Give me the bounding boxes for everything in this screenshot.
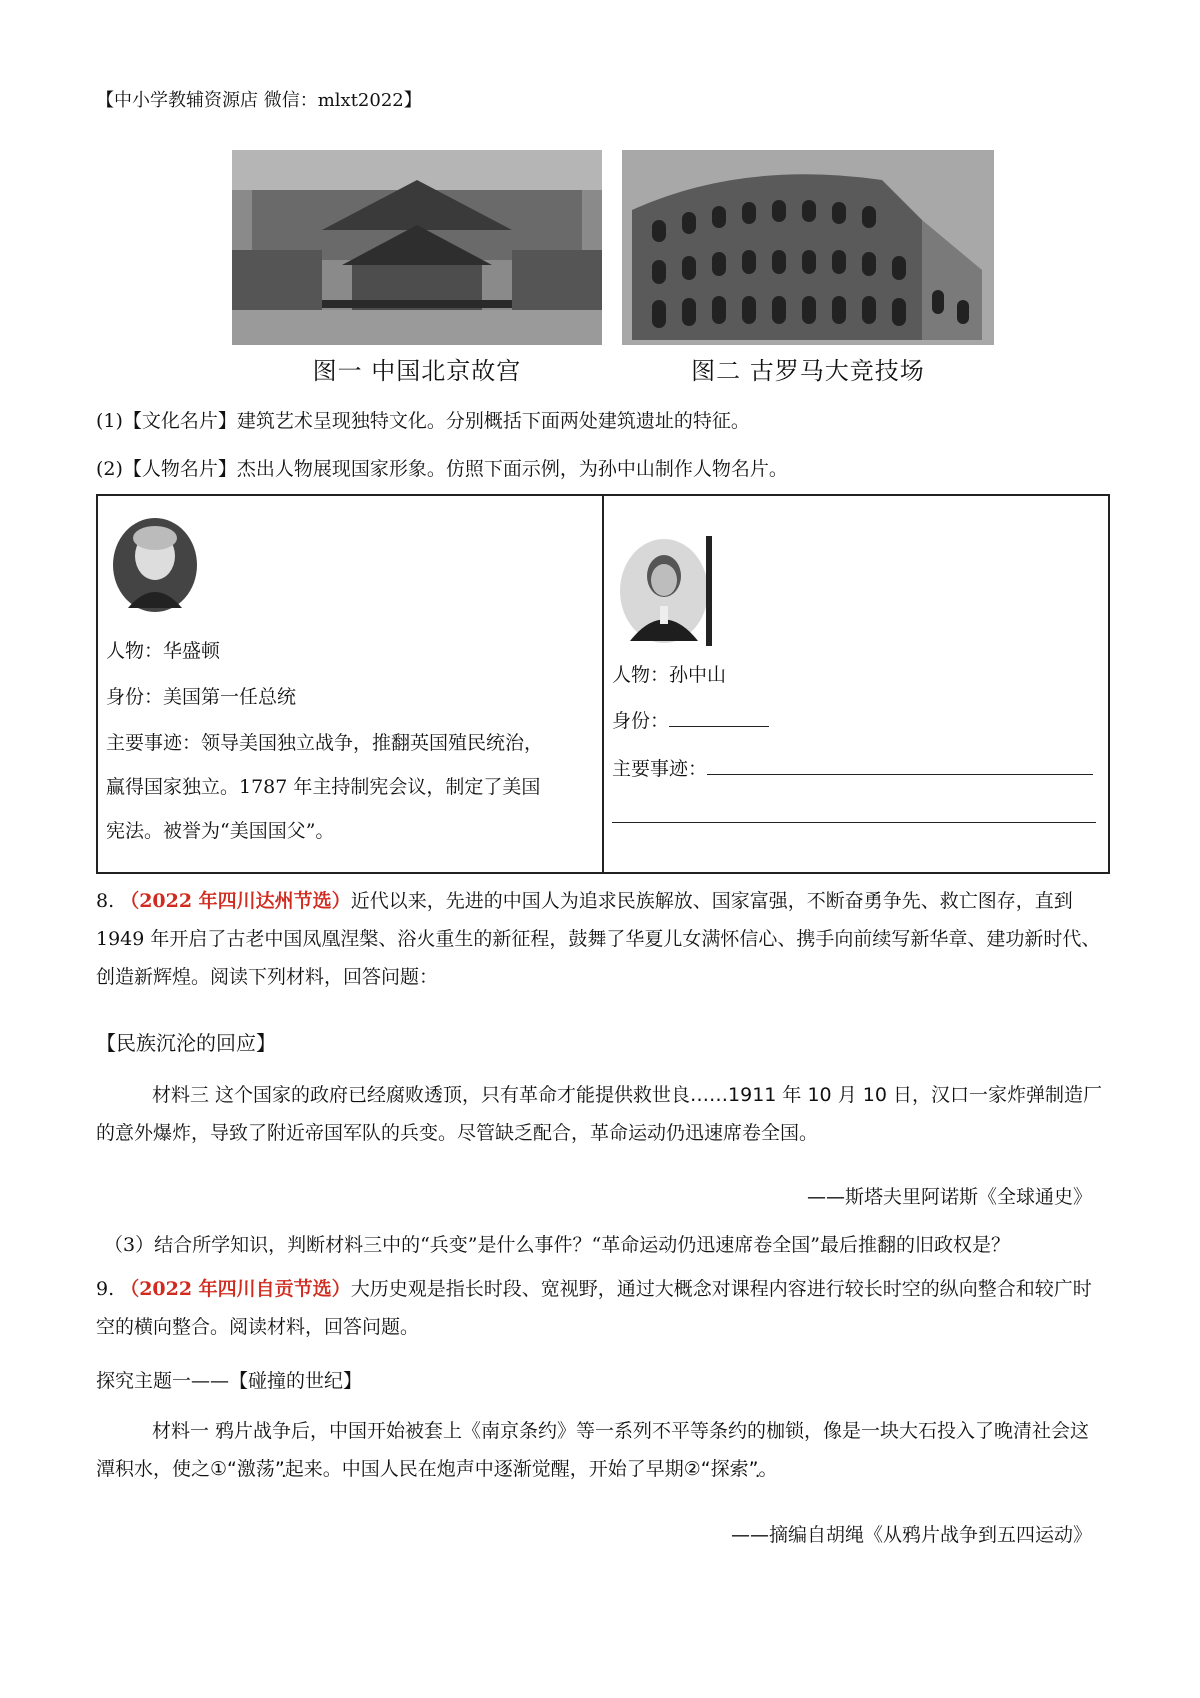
- q8-question-3: （3）结合所学知识，判断材料三中的“兵变”是什么事件？“革命运动仍迅速席卷全国”最后推翻的旧政权是？: [104, 1234, 1010, 1256]
- question-2: (2)【人物名片】杰出人物展现国家形象。仿照下面示例，为孙中山制作人物名片。: [96, 458, 788, 480]
- q8-section: 【民族沉沦的回应】: [96, 1031, 276, 1055]
- sun-yat-sen-portrait: [616, 536, 712, 646]
- q8-number: 8.: [96, 890, 115, 912]
- colosseum-photo: [622, 150, 994, 345]
- q9-material-source: ——摘编自胡绳《从鸦片战争到五四运动》: [730, 1524, 1092, 1546]
- figure-colosseum: [622, 150, 994, 386]
- question-1: (1)【文化名片】建筑艺术呈现独特文化。分别概括下面两处建筑遗址的特征。: [96, 410, 750, 432]
- left-card-person: 人物：华盛顿: [106, 640, 221, 662]
- right-card-identity-label: 身份：: [612, 710, 670, 732]
- q8-material: 材料三 这个国家的政府已经腐败透顶，只有革命才能提供救世良……1911 年 10 月 10 日，汉口一家炸弹制造厂的意外爆炸，导致了附近帝国军队的兵变。尽管缺乏配合，革命运动仍迅速席卷全国。: [96, 1084, 1102, 1144]
- right-card-deeds-line2: [612, 804, 1096, 830]
- card-divider: [602, 496, 604, 872]
- left-card-deeds-2: 赢得国家独立。1787 年主持制宪会议，制定了美国: [106, 776, 541, 798]
- colosseum-illustration: [622, 150, 994, 345]
- right-card-deeds: [612, 756, 1093, 782]
- right-card-person: 人物：孙中山: [612, 664, 727, 686]
- q9-material-1: [96, 1412, 1106, 1488]
- right-card-deeds-label: 主要事迹：: [612, 758, 708, 780]
- washington-portrait-icon: [110, 516, 200, 614]
- q9-theme: 探究主题一——【碰撞的世纪】: [96, 1370, 363, 1392]
- q9-material-dotted-2: 探索: [710, 1458, 749, 1480]
- right-card-identity: [612, 708, 769, 734]
- deeds-answer-blank-1[interactable]: [707, 756, 1093, 775]
- washington-portrait: [110, 516, 200, 614]
- person-cards: [96, 494, 1110, 874]
- deeds-answer-blank-2[interactable]: [612, 804, 1096, 823]
- left-card-deeds-3: 宪法。被誉为“美国国父”。: [106, 820, 335, 842]
- q9-material-1a: 材料一 鸦片战争后，中国开始被套上《南京条约》等一系列不平等条约的枷锁，像是一块大石投入了晚清社会这潭积水，使之①“: [96, 1420, 1090, 1480]
- left-card-deeds-1: 主要事迹：领导美国独立战争，推翻英国殖民统治，: [106, 732, 544, 754]
- q9-source-tag: （2022 年四川自贡节选）: [120, 1278, 351, 1300]
- header-note: 【中小学教辅资源店 微信：mlxt2022】: [96, 90, 422, 111]
- question-9: [96, 1270, 1106, 1346]
- figure-caption-2: 图二 古罗马大竞技场: [691, 357, 925, 385]
- identity-answer-blank[interactable]: [669, 708, 769, 727]
- q8-text: 近代以来，先进的中国人为追求民族解放、国家富强，不断奋勇争先、救亡图存，直到 1949 年开启了古老中国凤凰涅槃、浴火重生的新征程，鼓舞了华夏儿女满怀信心、携手向前续写新华章、建功新时代、创造新辉煌。阅读下列材料，回答问题：: [96, 890, 1101, 988]
- q9-material-dotted-1: 激荡: [236, 1458, 275, 1480]
- q8-material-source: ——斯塔夫里阿诺斯《全球通史》: [806, 1186, 1092, 1208]
- q9-material-1c: ”起来。中国人民在炮声中逐渐觉醒，开始了早期②“: [274, 1458, 711, 1480]
- q9-number: 9.: [96, 1278, 115, 1300]
- q9-text: 大历史观是指长时段、宽视野，通过大概念对课程内容进行较长时空的纵向整合和较广时空的横向整合。阅读材料，回答问题。: [96, 1278, 1092, 1338]
- q8-source-tag: （2022 年四川达州节选）: [120, 890, 351, 912]
- figure-forbidden-city: [232, 150, 602, 386]
- question-8: [96, 882, 1106, 996]
- q9-material-1e: ”。: [748, 1458, 778, 1480]
- sun-yat-sen-portrait-icon: [616, 536, 712, 646]
- forbidden-city-photo: [232, 150, 602, 345]
- palace-illustration: [232, 150, 602, 345]
- left-card-identity: 身份：美国第一任总统: [106, 686, 297, 708]
- figure-caption-1: 图一 中国北京故宫: [312, 357, 522, 385]
